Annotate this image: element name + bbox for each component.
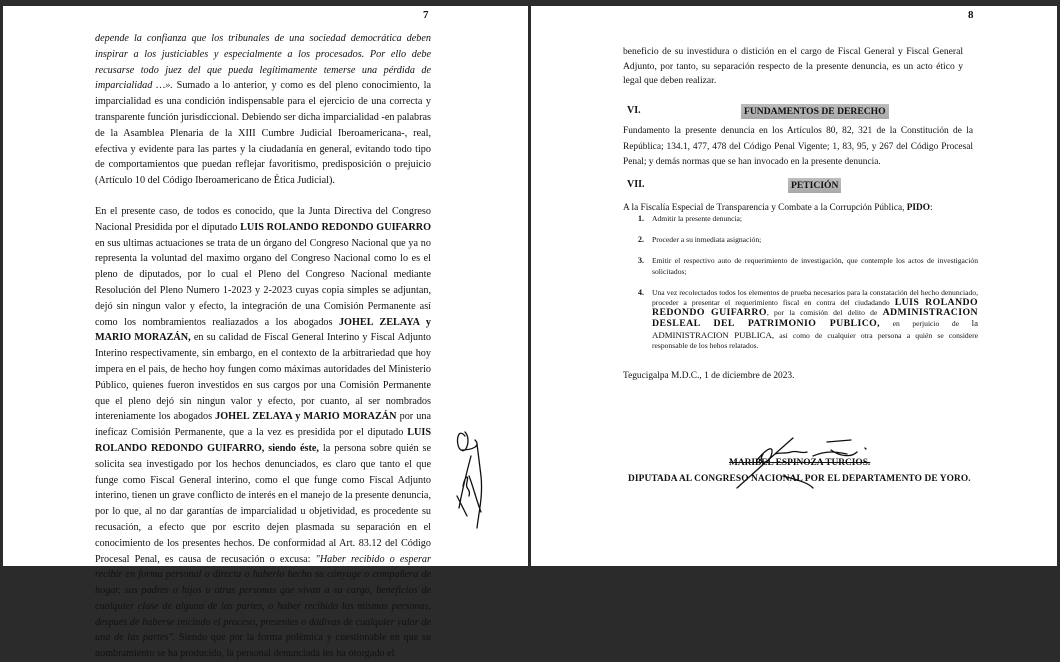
section-heading-vi [627,105,987,123]
item-text: Admitir la presente denuncia; [652,214,743,223]
petition-item [638,256,978,276]
petition-item [638,235,978,245]
signer-title: DIPUTADA AL CONGRESO NACIONAL POR EL DEPARTAMENTO DE YORO. [628,474,971,484]
person-name: LUIS ROLANDO REDONDO GUIFARRO, siendo éste, [95,427,431,454]
body-text: En el presente caso, de todos es conocido, que la Junta Directiva del Congreso Nacional Presidida por el diputado [95,205,431,233]
body-text: la persona sobre quién se solicita sea investigado por los hechos denunciados, es claro que tanto el que funge como Fiscal General interino, como el que funge como Fiscal Adjunto interino, tienen un grave conflicto de interés en el manejo de la presente denuncia, por lo que, al no dar garantías de imparcialidad u objetividad, es procedente su recusación, a efecto que por escrito dejen plasmada su separación en el conocimiento de los presentes hechos. De conformidad al Art. 83.12 del Código Procesal Penal, es causa de recusación o excusa: [95,442,431,565]
date-place: Tegucigalpa M.D.C., 1 de diciembre de 2023. [623,371,795,381]
signer-name: MARIBEL ESPINOZA TURCIOS. [729,458,871,468]
paragraph-1 [95,31,431,189]
section-title: PETICIÓN [788,178,841,193]
person-names: JOHEL ZELAYA y MARIO MORAZÁN, [95,316,431,344]
offense-name: ADMINISTRACION DESLEAL DEL PATRIMONIO PUBLICO, [652,307,978,330]
section-title: FUNDAMENTOS DE DERECHO [741,104,889,119]
item-text: Una vez recolectados todos los elementos de prueba necesarios para la constatación del hecho denunciado, proceder a presentar el requerimiento fiscal en contra del ciudadando [652,287,978,308]
victim-entity: la ADMINISTRACION PUBLICA, [652,318,978,340]
page-number: 7 [423,9,429,21]
item-number: 2. [638,235,644,245]
petition-item [638,288,978,351]
item-text: Proceder a su inmediata asignación; [652,235,762,245]
document-page-8 [531,6,1057,566]
person-name: LUIS ROLANDO REDONDO GUIFARRO [240,221,431,233]
body-text: en sus ultimas actuaciones se trata de un órgano del Congreso Nacional que ya no representa la voluntad del maximo organo del Congreso Nacional como lo es el pleno de diputados, por lo cual el Pleno del Congreso Nacional mediante Resolución del Pleno Numero 1-2023 y 2-2023 cuyas copia simples se adjuntan, dejó sin ningun valor y efecto, la integración de una Comisión Permanente así como los nombramientos realiazados a los abogados [95,237,431,328]
quote-text: depende la confianza que los tribunales de una sociedad democrática deben inspirar a los justiciables y especialmente a los procesados. Por ello debe recusarse todo juez del que pueda legítimamente temerse una pérdida de imparcialidad …». [95,33,431,92]
item-text: , por la comisión del delito de [766,308,883,318]
body-text: Siendo que por la forma polémica y cuestionable en que su nombramiento se ha producido, la personal denunciada les ha otorgado el [95,632,431,660]
section-numeral: VI. [627,105,641,116]
page-body [95,31,431,662]
item-number: 4. [638,287,644,297]
lead-bold: PIDO [906,203,930,213]
person-names: JOHEL ZELAYA y MARIO MORAZÁN [215,411,397,423]
item-text: asi como de cualquier otra persona a quién se considere responsable de los hehos relatados. [652,330,978,350]
legal-quote: "Haber recibido o esperar recibir en forma personal o directa o haberlo hecho su cónyuge o compañera de hogar, sus padres o hijos u otras personas que vivan a su cargo, beneficios de cualquier clase de alguna de las partes, o haber recibido las mismas personas, después de haberse iniciado el proceso, presentes o dádivas de cualquier valor de una de las partes". [95,553,431,644]
petition-list [638,214,978,362]
section-numeral: VII. [627,179,645,190]
item-text: Emitir el respectivo auto de requerimiento de investigación, que contemple los actos de investigación solicitados; [652,256,978,276]
person-name: LUIS ROLANDO REDONDO GUIFARRO [652,297,978,319]
petition-item [638,214,978,224]
item-number: 3. [638,256,644,266]
body-text: Sumado a lo anterior, y como es del pleno conocimiento, la imparcialidad es una condición indispensable para el ejercicio de una correcta y transparente función jurisdiccional. Debiendo ser dicha imparcialidad -en palabras de la Asamblea Plenaria de la XIII Cumbre Judicial Iberoamericana-, real, efectiva y evidente para las partes y la ciudadanía en general, evitando todo tipo de comportamientos que puedan reflejar favoritismo, predisposición o prejuicio (Artículo 10 del Código Iberoamericano de Ética Judicial). [95,80,431,187]
continuation-paragraph: beneficio de su investidura o distición en el cargo de Fiscal General y Fiscal General Adjunto, por tanto, su separación respecto de la presente denuncia, es un acto ético y legal que deben realizar. [623,46,963,87]
item-number: 1. [638,214,644,223]
legal-basis-paragraph: Fundamento la presente denuncia en los Artículos 80, 82, 321 de la Constitución de la República; 134.1, 477, 478 del Código Penal Vigente; 1, 83, 95, y 267 del Código Procesal Penal; y demás normas que se han invocado en la presente denuncia. [623,126,973,167]
document-page-7 [3,6,528,660]
body-text: en su calidad de Fiscal General Interino y Fiscal Adjunto Interino respectivamente, sin embargo, en el contexto de la arbitrariedad que hoy impera en el pais, de hecho hoy fungen como máximas autoridades del Ministerio Público, quienes fueron investidos en sus cargos por una Comisión Permanente que el pleno dejó sin ningun valor y efecto, por cuanto, al ser nombrados intereniamente los abogados [95,332,431,423]
section-heading-vii [627,179,987,197]
item-text: en perjuicio de [880,319,972,329]
page-number: 8 [968,9,974,21]
margin-signature-icon [451,416,491,536]
lead-end: : [930,203,933,213]
body-text: por una ineficaz Comisión Permanente, que a la vez es presidida por el diputado [95,411,431,439]
lead-text: A la Fiscalía Especial de Transparencia y Combate a la Corrupción Pública, [623,203,907,213]
paragraph-2 [95,204,431,662]
